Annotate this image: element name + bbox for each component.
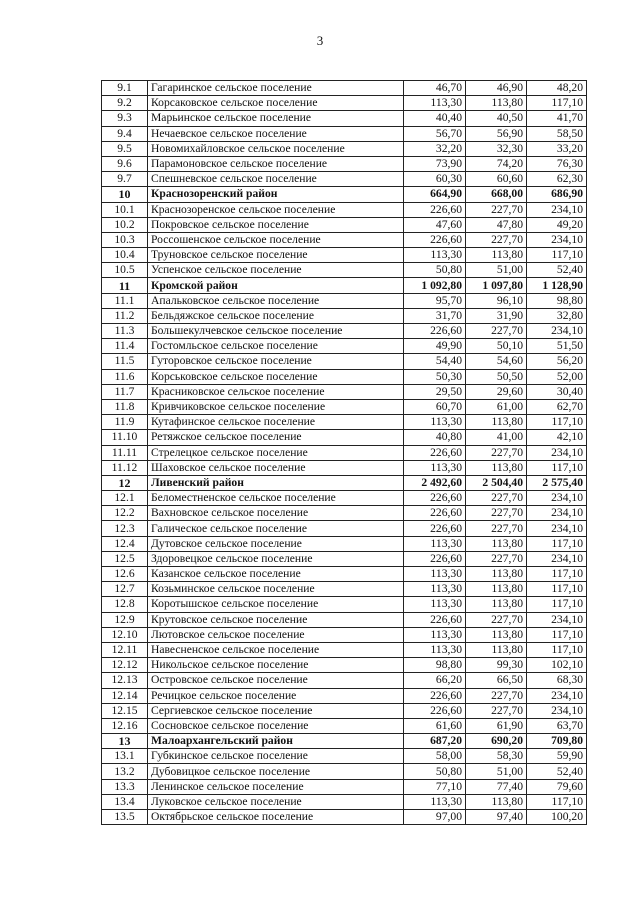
settlement-name: Вахновское сельское поселение (148, 506, 404, 521)
table-row (102, 703, 587, 718)
table-row (102, 217, 587, 232)
value-col-3: 117,10 (527, 536, 587, 551)
value-col-3: 117,10 (527, 567, 587, 582)
value-col-3: 117,10 (527, 642, 587, 657)
settlement-name: Здоровецкое сельское поселение (148, 551, 404, 566)
value-col-1: 54,40 (404, 354, 466, 369)
table-row (102, 551, 587, 566)
value-col-3: 42,10 (527, 430, 587, 445)
row-number: 11.1 (102, 293, 148, 308)
value-col-3: 117,10 (527, 597, 587, 612)
row-number: 10.5 (102, 263, 148, 278)
table-row (102, 430, 587, 445)
value-col-1: 226,60 (404, 551, 466, 566)
row-number: 12.8 (102, 597, 148, 612)
value-col-3: 234,10 (527, 703, 587, 718)
table-row (102, 369, 587, 384)
table-row (102, 81, 587, 96)
value-col-1: 113,30 (404, 248, 466, 263)
table-row (102, 642, 587, 657)
value-col-3: 234,10 (527, 445, 587, 460)
value-col-2: 227,70 (466, 703, 527, 718)
value-col-1: 113,30 (404, 627, 466, 642)
row-number: 11.10 (102, 430, 148, 445)
value-col-1: 113,30 (404, 582, 466, 597)
settlement-name: Коротышское сельское поселение (148, 597, 404, 612)
value-col-3: 41,70 (527, 111, 587, 126)
value-col-1: 664,90 (404, 187, 466, 202)
value-col-1: 226,60 (404, 506, 466, 521)
table-row (102, 536, 587, 551)
row-number: 12.10 (102, 627, 148, 642)
table-row (102, 567, 587, 582)
row-number: 9.3 (102, 111, 148, 126)
row-number: 11.7 (102, 384, 148, 399)
value-col-1: 97,00 (404, 810, 466, 825)
settlement-name: Краснозоренское сельское поселение (148, 202, 404, 217)
value-col-3: 2 575,40 (527, 475, 587, 490)
value-col-2: 40,50 (466, 111, 527, 126)
row-number: 10 (102, 187, 148, 202)
settlement-name: Шаховское сельское поселение (148, 460, 404, 475)
settlement-name: Губкинское сельское поселение (148, 749, 404, 764)
settlement-name: Краснозоренский район (148, 187, 404, 202)
value-col-3: 48,20 (527, 81, 587, 96)
value-col-1: 687,20 (404, 734, 466, 749)
value-col-2: 96,10 (466, 293, 527, 308)
value-col-3: 59,90 (527, 749, 587, 764)
settlement-name: Россошенское сельское поселение (148, 232, 404, 247)
value-col-2: 60,60 (466, 172, 527, 187)
value-col-1: 113,30 (404, 536, 466, 551)
row-number: 12.3 (102, 521, 148, 536)
table-row (102, 521, 587, 536)
value-col-1: 98,80 (404, 658, 466, 673)
value-col-3: 686,90 (527, 187, 587, 202)
row-number: 13.1 (102, 749, 148, 764)
page-number: 3 (316, 33, 324, 48)
settlement-name: Кутафинское сельское поселение (148, 415, 404, 430)
value-col-3: 33,20 (527, 141, 587, 156)
value-col-3: 79,60 (527, 779, 587, 794)
value-col-1: 56,70 (404, 126, 466, 141)
table-body (102, 81, 587, 825)
row-number: 11.12 (102, 460, 148, 475)
settlement-name: Лютовское сельское поселение (148, 627, 404, 642)
row-number: 10.3 (102, 232, 148, 247)
value-col-3: 52,00 (527, 369, 587, 384)
value-col-1: 226,60 (404, 703, 466, 718)
value-col-3: 117,10 (527, 627, 587, 642)
row-number: 13.3 (102, 779, 148, 794)
value-col-2: 54,60 (466, 354, 527, 369)
value-col-3: 709,80 (527, 734, 587, 749)
value-col-2: 227,70 (466, 202, 527, 217)
settlement-name: Труновское сельское поселение (148, 248, 404, 263)
value-col-3: 117,10 (527, 96, 587, 111)
value-col-3: 234,10 (527, 202, 587, 217)
row-number: 12.15 (102, 703, 148, 718)
settlement-name: Гагаринское сельское поселение (148, 81, 404, 96)
value-col-1: 60,70 (404, 399, 466, 414)
value-col-3: 234,10 (527, 612, 587, 627)
value-col-3: 56,20 (527, 354, 587, 369)
value-col-3: 32,80 (527, 308, 587, 323)
row-number: 12.5 (102, 551, 148, 566)
value-col-3: 117,10 (527, 794, 587, 809)
value-col-2: 113,80 (466, 460, 527, 475)
settlement-name: Дубовицкое сельское поселение (148, 764, 404, 779)
value-col-2: 113,80 (466, 248, 527, 263)
row-number: 9.2 (102, 96, 148, 111)
table-row (102, 688, 587, 703)
value-col-3: 234,10 (527, 688, 587, 703)
value-col-2: 50,10 (466, 339, 527, 354)
table-row (102, 141, 587, 156)
value-col-2: 227,70 (466, 521, 527, 536)
table-row (102, 658, 587, 673)
value-col-1: 226,60 (404, 324, 466, 339)
value-col-2: 61,00 (466, 399, 527, 414)
value-col-2: 32,30 (466, 141, 527, 156)
settlement-name: Успенское сельское поселение (148, 263, 404, 278)
table-row (102, 126, 587, 141)
district-total-row (102, 475, 587, 490)
value-col-1: 226,60 (404, 232, 466, 247)
settlement-name: Ретяжское сельское поселение (148, 430, 404, 445)
settlement-name: Большекулчевское сельское поселение (148, 324, 404, 339)
row-number: 13.5 (102, 810, 148, 825)
row-number: 12.6 (102, 567, 148, 582)
settlement-name: Марьинское сельское поселение (148, 111, 404, 126)
value-col-2: 227,70 (466, 551, 527, 566)
settlement-name: Спешневское сельское поселение (148, 172, 404, 187)
value-col-1: 226,60 (404, 202, 466, 217)
value-col-3: 30,40 (527, 384, 587, 399)
value-col-1: 113,30 (404, 567, 466, 582)
settlement-name: Речицкое сельское поселение (148, 688, 404, 703)
value-col-1: 95,70 (404, 293, 466, 308)
value-col-2: 50,50 (466, 369, 527, 384)
value-col-3: 100,20 (527, 810, 587, 825)
value-col-3: 62,30 (527, 172, 587, 187)
row-number: 11.5 (102, 354, 148, 369)
table-row (102, 597, 587, 612)
value-col-2: 227,70 (466, 445, 527, 460)
settlement-name: Островское сельское поселение (148, 673, 404, 688)
value-col-1: 46,70 (404, 81, 466, 96)
row-number: 13.2 (102, 764, 148, 779)
value-col-1: 40,80 (404, 430, 466, 445)
row-number: 12.11 (102, 642, 148, 657)
value-col-3: 52,40 (527, 764, 587, 779)
table-row (102, 764, 587, 779)
value-col-1: 40,40 (404, 111, 466, 126)
value-col-2: 47,80 (466, 217, 527, 232)
table-row (102, 460, 587, 475)
value-col-1: 226,60 (404, 688, 466, 703)
table-row (102, 263, 587, 278)
value-col-2: 668,00 (466, 187, 527, 202)
value-col-2: 113,80 (466, 567, 527, 582)
settlement-name: Луковское сельское поселение (148, 794, 404, 809)
row-number: 12.2 (102, 506, 148, 521)
settlement-name: Гуторовское сельское поселение (148, 354, 404, 369)
table-row (102, 794, 587, 809)
value-col-1: 226,60 (404, 445, 466, 460)
settlement-name: Козьминское сельское поселение (148, 582, 404, 597)
value-col-3: 234,10 (527, 491, 587, 506)
value-col-1: 50,30 (404, 369, 466, 384)
value-col-2: 227,70 (466, 506, 527, 521)
settlement-name: Покровское сельское поселение (148, 217, 404, 232)
value-col-2: 227,70 (466, 612, 527, 627)
settlement-name: Октябрьское сельское поселение (148, 810, 404, 825)
value-col-3: 117,10 (527, 460, 587, 475)
table-row (102, 415, 587, 430)
table-row (102, 156, 587, 171)
row-number: 9.7 (102, 172, 148, 187)
value-col-2: 690,20 (466, 734, 527, 749)
row-number: 13 (102, 734, 148, 749)
value-col-2: 74,20 (466, 156, 527, 171)
value-col-3: 1 128,90 (527, 278, 587, 293)
settlement-name: Нечаевское сельское поселение (148, 126, 404, 141)
table-row (102, 612, 587, 627)
settlement-name: Дутовское сельское поселение (148, 536, 404, 551)
value-col-2: 113,80 (466, 597, 527, 612)
value-col-1: 49,90 (404, 339, 466, 354)
value-col-3: 117,10 (527, 248, 587, 263)
budget-table (101, 80, 587, 825)
row-number: 11.4 (102, 339, 148, 354)
row-number: 10.2 (102, 217, 148, 232)
row-number: 11.6 (102, 369, 148, 384)
value-col-1: 32,20 (404, 141, 466, 156)
value-col-1: 113,30 (404, 460, 466, 475)
district-total-row (102, 734, 587, 749)
value-col-1: 226,60 (404, 521, 466, 536)
value-col-3: 98,80 (527, 293, 587, 308)
value-col-2: 58,30 (466, 749, 527, 764)
table-row (102, 779, 587, 794)
row-number: 9.6 (102, 156, 148, 171)
value-col-3: 234,10 (527, 324, 587, 339)
value-col-3: 234,10 (527, 551, 587, 566)
value-col-2: 227,70 (466, 491, 527, 506)
value-col-2: 113,80 (466, 96, 527, 111)
value-col-2: 227,70 (466, 232, 527, 247)
row-number: 11.8 (102, 399, 148, 414)
value-col-2: 113,80 (466, 536, 527, 551)
settlement-name: Новомихайловское сельское поселение (148, 141, 404, 156)
value-col-2: 97,40 (466, 810, 527, 825)
row-number: 10.1 (102, 202, 148, 217)
value-col-2: 51,00 (466, 263, 527, 278)
settlement-name: Галическое сельское поселение (148, 521, 404, 536)
value-col-3: 102,10 (527, 658, 587, 673)
table-row (102, 354, 587, 369)
value-col-1: 47,60 (404, 217, 466, 232)
value-col-3: 234,10 (527, 232, 587, 247)
value-col-2: 56,90 (466, 126, 527, 141)
value-col-1: 29,50 (404, 384, 466, 399)
value-col-2: 227,70 (466, 324, 527, 339)
table-row (102, 248, 587, 263)
settlement-name: Беломестненское сельское поселение (148, 491, 404, 506)
row-number: 10.4 (102, 248, 148, 263)
row-number: 11.2 (102, 308, 148, 323)
settlement-name: Парамоновское сельское поселение (148, 156, 404, 171)
value-col-3: 234,10 (527, 521, 587, 536)
value-col-2: 227,70 (466, 688, 527, 703)
row-number: 11.3 (102, 324, 148, 339)
table-row (102, 96, 587, 111)
table-row (102, 384, 587, 399)
value-col-1: 226,60 (404, 612, 466, 627)
value-col-1: 226,60 (404, 491, 466, 506)
row-number: 12.12 (102, 658, 148, 673)
settlement-name: Кромской район (148, 278, 404, 293)
value-col-1: 61,60 (404, 718, 466, 733)
settlement-name: Сергиевское сельское поселение (148, 703, 404, 718)
table-row (102, 506, 587, 521)
value-col-1: 77,10 (404, 779, 466, 794)
value-col-2: 77,40 (466, 779, 527, 794)
value-col-1: 113,30 (404, 642, 466, 657)
row-number: 12.14 (102, 688, 148, 703)
value-col-2: 66,50 (466, 673, 527, 688)
value-col-2: 31,90 (466, 308, 527, 323)
settlement-name: Корсаковское сельское поселение (148, 96, 404, 111)
value-col-1: 1 092,80 (404, 278, 466, 293)
settlement-name: Красниковское сельское поселение (148, 384, 404, 399)
value-col-2: 51,00 (466, 764, 527, 779)
value-col-2: 113,80 (466, 642, 527, 657)
settlement-name: Крутовское сельское поселение (148, 612, 404, 627)
value-col-2: 1 097,80 (466, 278, 527, 293)
value-col-3: 234,10 (527, 506, 587, 521)
value-col-3: 76,30 (527, 156, 587, 171)
settlement-name: Бельдяжское сельское поселение (148, 308, 404, 323)
table-row (102, 718, 587, 733)
table-row (102, 491, 587, 506)
settlement-name: Навесненское сельское поселение (148, 642, 404, 657)
table-row (102, 232, 587, 247)
value-col-2: 113,80 (466, 582, 527, 597)
value-col-3: 52,40 (527, 263, 587, 278)
table-row (102, 810, 587, 825)
value-col-2: 29,60 (466, 384, 527, 399)
value-col-3: 117,10 (527, 415, 587, 430)
table-row (102, 202, 587, 217)
row-number: 13.4 (102, 794, 148, 809)
table-row (102, 673, 587, 688)
row-number: 9.5 (102, 141, 148, 156)
row-number: 12.13 (102, 673, 148, 688)
row-number: 11 (102, 278, 148, 293)
value-col-1: 66,20 (404, 673, 466, 688)
settlement-name: Малоархангельский район (148, 734, 404, 749)
row-number: 12.4 (102, 536, 148, 551)
row-number: 11.11 (102, 445, 148, 460)
table-row (102, 111, 587, 126)
table-row (102, 399, 587, 414)
row-number: 9.4 (102, 126, 148, 141)
table-row (102, 308, 587, 323)
value-col-1: 58,00 (404, 749, 466, 764)
value-col-1: 113,30 (404, 96, 466, 111)
row-number: 12.16 (102, 718, 148, 733)
row-number: 12.7 (102, 582, 148, 597)
table-row (102, 749, 587, 764)
value-col-1: 50,80 (404, 263, 466, 278)
row-number: 12 (102, 475, 148, 490)
district-total-row (102, 278, 587, 293)
table-row (102, 627, 587, 642)
value-col-3: 62,70 (527, 399, 587, 414)
value-col-3: 58,50 (527, 126, 587, 141)
settlement-name: Ливенский район (148, 475, 404, 490)
value-col-3: 117,10 (527, 582, 587, 597)
row-number: 12.1 (102, 491, 148, 506)
table-row (102, 582, 587, 597)
value-col-3: 51,50 (527, 339, 587, 354)
row-number: 11.9 (102, 415, 148, 430)
settlement-name: Стрелецкое сельское поселение (148, 445, 404, 460)
row-number: 12.9 (102, 612, 148, 627)
table-row (102, 445, 587, 460)
value-col-1: 113,30 (404, 597, 466, 612)
settlement-name: Сосновское сельское поселение (148, 718, 404, 733)
value-col-2: 113,80 (466, 627, 527, 642)
district-total-row (102, 187, 587, 202)
settlement-name: Корськовское сельское поселение (148, 369, 404, 384)
value-col-1: 31,70 (404, 308, 466, 323)
value-col-3: 63,70 (527, 718, 587, 733)
value-col-1: 113,30 (404, 415, 466, 430)
value-col-2: 113,80 (466, 794, 527, 809)
value-col-2: 2 504,40 (466, 475, 527, 490)
settlement-name: Кривчиковское сельское поселение (148, 399, 404, 414)
value-col-2: 61,90 (466, 718, 527, 733)
settlement-name: Апальковское сельское поселение (148, 293, 404, 308)
value-col-2: 113,80 (466, 415, 527, 430)
settlement-name: Казанское сельское поселение (148, 567, 404, 582)
value-col-2: 99,30 (466, 658, 527, 673)
value-col-3: 49,20 (527, 217, 587, 232)
table-row (102, 339, 587, 354)
table-row (102, 324, 587, 339)
settlement-name: Ленинское сельское поселение (148, 779, 404, 794)
value-col-1: 73,90 (404, 156, 466, 171)
value-col-1: 2 492,60 (404, 475, 466, 490)
settlement-name: Гостомльское сельское поселение (148, 339, 404, 354)
table-row (102, 293, 587, 308)
table-row (102, 172, 587, 187)
value-col-2: 46,90 (466, 81, 527, 96)
row-number: 9.1 (102, 81, 148, 96)
value-col-2: 41,00 (466, 430, 527, 445)
value-col-1: 113,30 (404, 794, 466, 809)
settlement-name: Никольское сельское поселение (148, 658, 404, 673)
value-col-3: 68,30 (527, 673, 587, 688)
value-col-1: 60,30 (404, 172, 466, 187)
value-col-1: 50,80 (404, 764, 466, 779)
